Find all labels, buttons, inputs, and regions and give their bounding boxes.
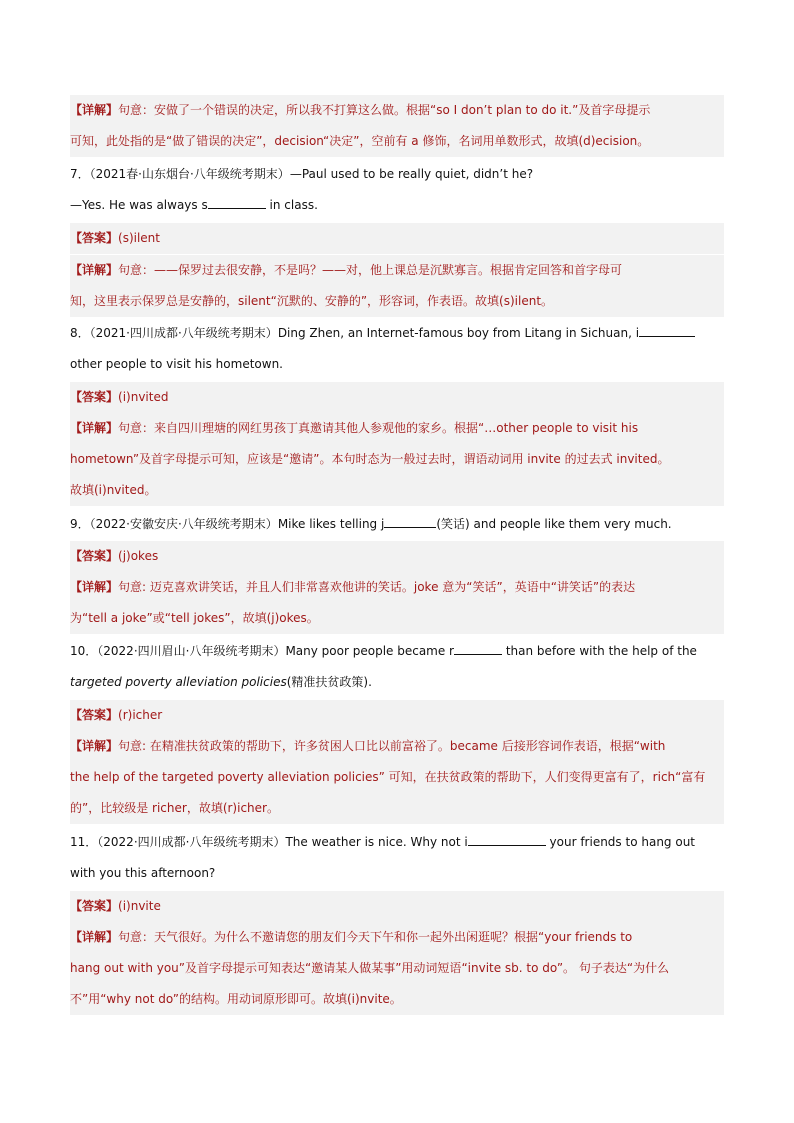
question-source: （2022·四川眉山·八年级统考期末）: [97, 644, 286, 658]
explain-tag: 【详解】: [70, 263, 119, 277]
question-source: （2021春·山东烟台·八年级统考期末）: [89, 167, 290, 181]
question-10: [70, 636, 724, 698]
explanation-10: [70, 731, 724, 824]
answer-text: (r)icher: [118, 708, 163, 722]
explain-tag: 【详解】: [70, 930, 119, 944]
question-text: than before with the help of the: [502, 644, 697, 658]
question-8: [70, 318, 724, 380]
explain-text: 句意：来自四川理塘的网红男孩丁真邀请其他人参观他的家乡。根据“…other people to visit his: [118, 421, 639, 435]
answer-11: [70, 891, 724, 922]
answer-blank: [468, 833, 546, 846]
answer-9: [70, 541, 724, 572]
question-text: —Yes. He was always s: [70, 198, 208, 212]
answer-tag: 【答案】: [70, 231, 119, 245]
question-text: (精准扶贫政策).: [286, 675, 372, 689]
answer-blank: [639, 324, 695, 337]
explanation-11: [70, 922, 724, 1015]
question-number: 7．: [70, 167, 90, 181]
question-source: （2022·四川成都·八年级统考期末）: [97, 835, 286, 849]
explain-text: hang out with you”及首字母提示可知表达“邀请某人做某事”用动词短语“invite sb. to do”。 句子表达“为什么: [70, 961, 670, 975]
explain-tag: 【详解】: [70, 103, 119, 117]
explain-text: 句意：天气很好。为什么不邀请您的朋友们今天下午和你一起外出闲逛呢？根据“your friends to: [118, 930, 633, 944]
explain-text: 的”，比较级是 richer，故填(r)icher。: [70, 801, 279, 815]
answer-text: (j)okes: [118, 549, 159, 563]
question-number: 8．: [70, 326, 90, 340]
question-text: Ding Zhen, an Internet-famous boy from Litang in Sichuan, i: [277, 326, 640, 340]
explain-text: 知，这里表示保罗总是安静的，silent“沉默的、安静的”，形容词，作表语。故填(s)ilent。: [70, 294, 554, 308]
question-number: 10．: [70, 644, 98, 658]
answer-tag: 【答案】: [70, 708, 119, 722]
explanation-6: [70, 95, 724, 157]
question-text: —Paul used to be really quiet, didn’t he?: [289, 167, 534, 181]
question-source: （2021·四川成都·八年级统考期末）: [89, 326, 278, 340]
question-text: The weather is nice. Why not i: [285, 835, 468, 849]
explain-text: hometown”及首字母提示可知，应该是“邀请”。本句时态为一般过去时，谓语动词用 invite 的过去式 invited。: [70, 452, 670, 466]
explain-text: 为“tell a joke”或“tell jokes”，故填(j)okes。: [70, 611, 319, 625]
question-7: [70, 159, 724, 221]
question-9: [70, 509, 724, 540]
question-text: with you this afternoon?: [70, 866, 216, 880]
explain-text: 可知，此处指的是“做了错误的决定”，decision“决定”，空前有 a 修饰，名词用单数形式，故填(d)ecision。: [70, 134, 650, 148]
explain-tag: 【详解】: [70, 421, 119, 435]
answer-10: [70, 700, 724, 731]
question-number: 9．: [70, 517, 90, 531]
question-text: targeted poverty alleviation policies: [70, 675, 287, 689]
answer-7: [70, 223, 724, 254]
question-11: [70, 827, 724, 889]
explanation-7: [70, 255, 724, 317]
explanation-8: [70, 413, 724, 506]
question-number: 11．: [70, 835, 98, 849]
question-source: （2022·安徽安庆·八年级统考期末）: [89, 517, 278, 531]
explanation-9: [70, 572, 724, 634]
explain-text: 故填(i)nvited。: [70, 483, 157, 497]
answer-blank: [208, 196, 266, 209]
answer-text: (i)nvited: [118, 390, 169, 404]
answer-8: [70, 382, 724, 413]
answer-tag: 【答案】: [70, 549, 119, 563]
answer-text: (i)nvite: [118, 899, 161, 913]
answer-tag: 【答案】: [70, 899, 119, 913]
question-text: Mike likes telling j: [277, 517, 385, 531]
explain-text: 句意: 在精准扶贫政策的帮助下，许多贫困人口比以前富裕了。became 后接形容词作表语，根据“with: [118, 739, 666, 753]
question-text: Many poor people became r: [285, 644, 454, 658]
explain-tag: 【详解】: [70, 739, 119, 753]
explain-text: 句意：安做了一个错误的决定，所以我不打算这么做。根据“so I don’t plan to do it.”及首字母提示: [118, 103, 651, 117]
answer-blank: [384, 515, 436, 528]
answer-text: (s)ilent: [118, 231, 160, 245]
question-text: in class.: [265, 198, 318, 212]
explain-text: 句意: 迈克喜欢讲笑话，并且人们非常喜欢他讲的笑话。joke 意为“笑话”，英语中“讲笑话”的表达: [118, 580, 636, 594]
question-text: your friends to hang out: [545, 835, 696, 849]
explain-text: 句意：——保罗过去很安静，不是吗？——对，他上课总是沉默寡言。根据肯定回答和首字母可: [118, 263, 623, 277]
explain-tag: 【详解】: [70, 580, 119, 594]
explain-text: the help of the targeted poverty alleviation policies” 可知，在扶贫政策的帮助下，人们变得更富有了，rich“富有: [70, 770, 706, 784]
explain-text: 不”用“why not do”的结构。用动词原形即可。故填(i)nvite。: [70, 992, 402, 1006]
question-text: other people to visit his hometown.: [70, 357, 283, 371]
question-text: (笑话) and people like them very much.: [436, 517, 672, 531]
answer-blank: [454, 642, 502, 655]
answer-tag: 【答案】: [70, 390, 119, 404]
